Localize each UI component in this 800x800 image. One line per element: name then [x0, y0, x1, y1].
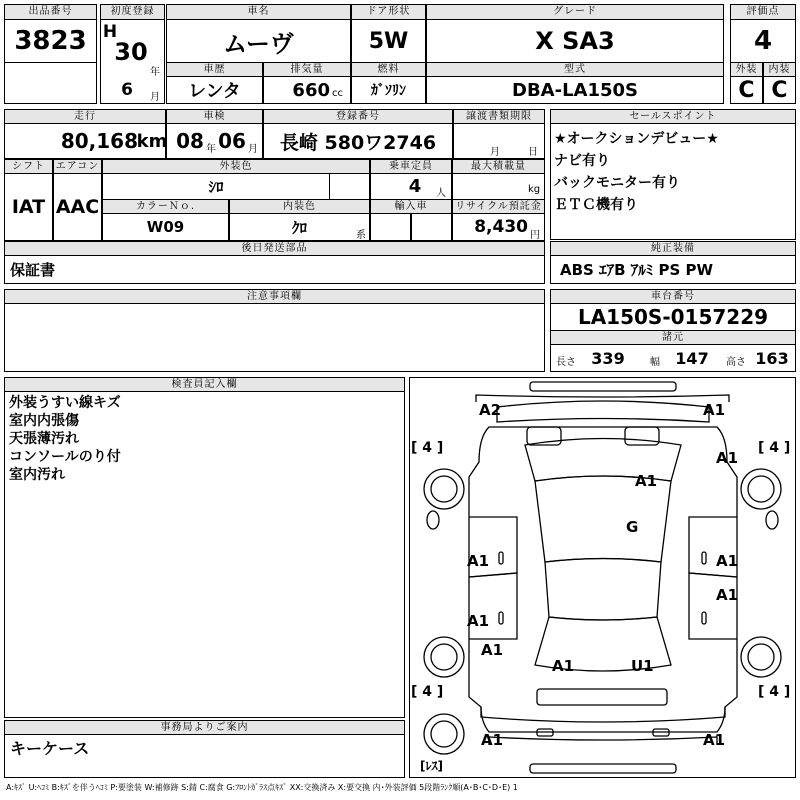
inspector-note: 天張薄汚れ	[9, 431, 79, 447]
dims-label: 諸元	[550, 330, 796, 345]
equipment-label: 純正装備	[550, 241, 796, 256]
ac-value: AAC	[55, 196, 100, 218]
selling-item: ★オークションデビュー★	[554, 131, 719, 147]
legend-text: A:ｷｽﾞ U:ﾍｺﾐ B:ｷｽﾞを伴うﾍｺﾐ P:要塗装 W:補修跡 S:錆 C:腐食 G:ﾌﾛﾝﾄｶﾞﾗｽ点ｷｽﾞ XX:交換済み X:要交換 内･外装評価 5段階ﾗﾝｸ順(A･B･C･D･E) 1	[6, 783, 518, 792]
equipment-value: ABS ｴｱB ｱﾙﾐ PS PW	[560, 261, 714, 279]
grade-label: グレード	[426, 4, 724, 20]
tire-rear-left-label: [ 4 ]	[411, 684, 444, 700]
transfer-month: 月	[490, 147, 500, 158]
import-label: 輸入車	[370, 199, 452, 214]
color-value: ｼﾛ	[208, 178, 224, 196]
capacity-value: 4	[408, 176, 422, 197]
transfer-label: 譲渡書類期限	[453, 109, 545, 124]
capacity-unit: 人	[436, 188, 446, 199]
damage-mark: A1	[716, 449, 739, 467]
int-value: C	[771, 77, 788, 103]
later-parts-label: 後日発送部品	[4, 241, 545, 256]
plate-label: 登録番号	[263, 109, 453, 124]
damage-mark: A1	[481, 731, 504, 749]
tire-rear-right-label: [ 4 ]	[758, 684, 791, 700]
office-value: キーケース	[10, 738, 90, 758]
ext-value: C	[738, 77, 755, 103]
reg-label: 初度登録	[100, 4, 165, 20]
roof-shape	[545, 559, 661, 621]
spare-tire-inner	[431, 721, 457, 747]
inspection-label: 車検	[166, 109, 263, 124]
transfer-day: 日	[528, 147, 538, 158]
int-color-unit: 系	[356, 230, 366, 241]
dims-height: 163	[755, 348, 789, 368]
damage-mark: G	[626, 518, 639, 536]
plate-value: 長崎 580ワ2746	[279, 131, 437, 154]
cc-value: 660	[292, 79, 330, 101]
reg-year-unit: 年	[150, 67, 160, 78]
dims-length: 339	[591, 348, 625, 368]
reg-month-unit: 月	[150, 92, 160, 103]
shift-value: IAT	[11, 196, 46, 218]
recycle-unit: 円	[530, 230, 540, 241]
damage-mark: A1	[716, 586, 739, 604]
caution-cell	[4, 303, 545, 372]
cc-unit: cc	[332, 88, 343, 99]
damage-mark: A1	[467, 612, 490, 630]
history-value: レンタ	[188, 81, 241, 102]
door-label: ドア形状	[351, 4, 426, 20]
mileage-value: 80,168	[60, 129, 138, 153]
front-right-tire	[741, 469, 781, 509]
load-label: 最大積載量	[452, 159, 545, 174]
damage-mark: A1	[635, 472, 658, 490]
type-label: 型式	[426, 62, 724, 77]
spare-tire	[424, 714, 464, 754]
inspector-note: 室内汚れ	[9, 467, 65, 483]
front-right-tire-inner	[748, 476, 774, 502]
rear-hatch-shape	[537, 689, 667, 705]
inspector-notes	[9, 394, 121, 484]
dims-length-label: 長さ	[556, 357, 576, 368]
int-color-label: 内装色	[229, 199, 370, 214]
tire-spare-label: [ﾚｽ]	[420, 759, 443, 773]
lot-blank	[4, 62, 97, 104]
lot-number: 3823	[14, 26, 87, 56]
damage-mark: A1	[703, 731, 726, 749]
left-mirror-shape	[427, 511, 439, 529]
damage-mark: A1	[716, 552, 739, 570]
ext-label: 外装	[730, 62, 763, 77]
dims-height-label: 高さ	[726, 357, 746, 368]
dims-width-label: 幅	[650, 357, 660, 368]
ac-label: エアコン	[53, 159, 102, 174]
score-value: 4	[753, 26, 773, 56]
office-label: 事務局よりご案内	[4, 720, 405, 735]
chassis-label: 車台番号	[550, 289, 796, 304]
inspector-note: 室内内張傷	[9, 413, 79, 429]
fuel-value: ｶﾞｿﾘﾝ	[371, 83, 406, 99]
damage-mark: A1	[552, 657, 575, 675]
color-label: 外装色	[102, 159, 370, 174]
inspection-year-unit: 年	[206, 144, 216, 155]
caution-label: 注意事項欄	[4, 289, 545, 304]
door-handle-left-front	[499, 552, 503, 564]
front-wiper-right	[625, 427, 659, 445]
reg-year: 30	[114, 38, 148, 66]
score-label: 評価点	[730, 4, 796, 20]
reg-month: 6	[121, 80, 133, 100]
damage-mark: A1	[467, 552, 490, 570]
right-mirror-shape	[766, 511, 778, 529]
damage-mark: A1	[481, 641, 504, 659]
later-parts-cell	[4, 255, 545, 284]
front-left-tire	[424, 469, 464, 509]
grade-name: X SA3	[535, 27, 615, 55]
door-type: 5W	[368, 28, 409, 54]
color-no-value: W09	[146, 218, 185, 236]
chassis-value: LA150S-0157229	[577, 305, 769, 329]
model-label: 車名	[166, 4, 351, 20]
selling-list	[554, 128, 794, 216]
cc-label: 排気量	[263, 62, 351, 77]
selling-label: セールスポイント	[550, 109, 796, 124]
inspector-label: 検査員記入欄	[4, 377, 405, 392]
shift-label: シフト	[4, 159, 53, 174]
reg-era: H	[102, 22, 118, 42]
color-no-label: カラーＮｏ.	[102, 199, 229, 214]
body-outline-shape	[469, 427, 737, 732]
inspection-month: 06	[218, 129, 246, 153]
int-label: 内装	[763, 62, 796, 77]
damage-mark: A1	[703, 401, 726, 419]
recycle-label: リサイクル預託金	[452, 199, 545, 214]
fuel-label: 燃料	[351, 62, 426, 77]
mileage-unit: km	[136, 130, 168, 152]
door-handle-right-rear	[702, 612, 706, 624]
inspection-month-unit: 月	[248, 144, 258, 155]
damage-mark: U1	[631, 657, 654, 675]
rear-left-tire	[424, 637, 464, 677]
selling-item: ナビ有り	[554, 153, 610, 169]
int-color-value: ｸﾛ	[291, 218, 307, 237]
front-left-tire-inner	[431, 476, 457, 502]
mileage-label: 走行	[4, 109, 166, 124]
door-handle-right-front	[702, 552, 706, 564]
inspection-year: 08	[176, 129, 204, 153]
color-cell-extra	[329, 173, 370, 200]
tire-front-left-label: [ 4 ]	[411, 440, 444, 456]
tire-front-right-label: [ 4 ]	[758, 440, 791, 456]
front-bumper-shape	[530, 382, 676, 391]
capacity-label: 乗車定員	[370, 159, 452, 174]
right-rear-door-shape	[689, 573, 737, 639]
import-cell-2	[411, 213, 452, 241]
recycle-value: 8,430	[474, 217, 528, 237]
rear-bumper-shape	[530, 764, 676, 773]
inspector-note: コンソールのり付	[9, 449, 121, 465]
load-unit: kg	[528, 184, 541, 195]
selling-item: バックモニター有り	[554, 175, 680, 191]
inspector-note: 外装うすい線キズ	[9, 395, 121, 411]
rear-right-tire-inner	[748, 644, 774, 670]
rear-end-shape	[489, 737, 717, 745]
type-value: DBA-LA150S	[512, 79, 638, 101]
rear-body-shape	[481, 707, 725, 722]
dims-width: 147	[675, 348, 709, 368]
rear-left-tire-inner	[431, 644, 457, 670]
model-name: ムーヴ	[223, 29, 294, 58]
selling-item: ＥＴＣ機有り	[554, 197, 638, 213]
damage-mark: A2	[479, 401, 502, 419]
rear-right-tire	[741, 637, 781, 677]
car-diagram	[409, 377, 796, 778]
door-handle-left-rear	[499, 612, 503, 624]
later-parts-value: 保証書	[10, 261, 56, 279]
lot-label: 出品番号	[4, 4, 97, 20]
history-label: 車歴	[166, 62, 263, 77]
import-cell	[370, 213, 411, 241]
roof-outline-shape	[497, 401, 709, 422]
